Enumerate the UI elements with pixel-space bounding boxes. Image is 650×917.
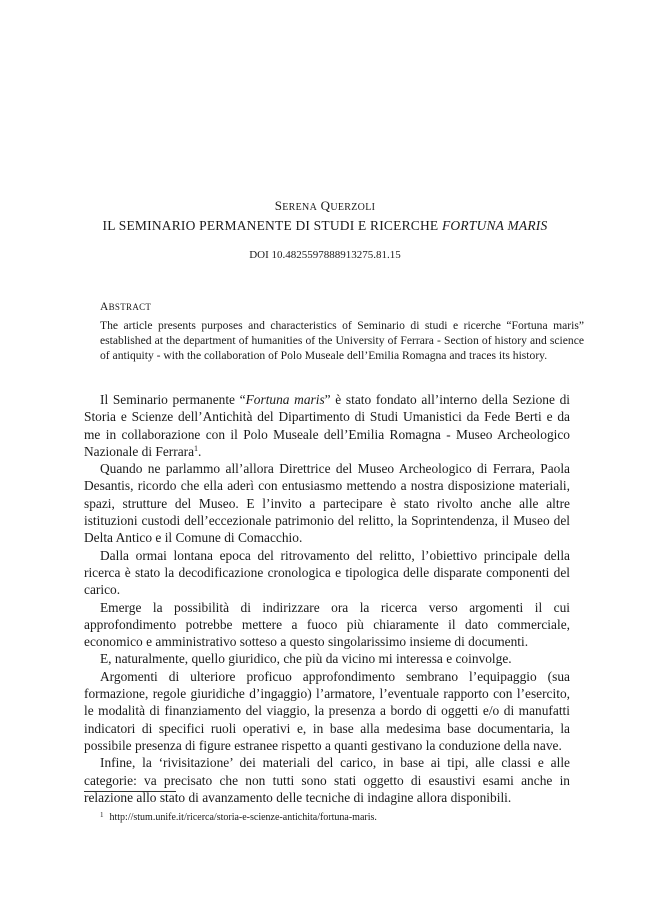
paragraph: Dalla ormai lontana epoca del ritrovamento del relitto, l’obiettivo principale della ricerca è stato la decodificazione cronologica e tipologica delle disparate componenti del carico. (84, 547, 570, 598)
title-text: IL SEMINARIO PERMANENTE DI STUDI E RICERCHE (102, 218, 442, 233)
paragraph: Argomenti di ulteriore proficuo approfondimento sembrano l’equipaggio (sua formazione, regole giuridiche d’ingaggio) l’armatore, l’eventuale rapporto con l’esercito, le modalità di finanziamento del viaggio, la presenza a bordo di oggetti e/o di manufatti indicatori di specifici ruoli operativi e, in base alla medesima base documentaria, la possibile presenza di figure estranee rispetto a quanti gestivano la conduzione della nave. (84, 668, 570, 753)
article-title (0, 218, 650, 234)
paragraph: Emerge la possibilità di indirizzare ora la ricerca verso argomenti il cui approfondimento potrebbe mettere a fuoco più chiaramente il dato commerciale, economico e amministrativo sotteso a questo singolarissimo insieme di documenti. (84, 599, 570, 650)
paragraph: E, naturalmente, quello giuridico, che più da vicino mi interessa e coinvolge. (100, 651, 512, 667)
paragraph: Infine, la ‘rivisitazione’ dei materiali del carico, in base ai tipi, alle classi e alle categorie: va precisato che non tutti sono stati oggetto di esaustivi esami anche in relazione allo stato di avanzamento delle tecniche di indagine allora disponibili. (84, 755, 570, 805)
abstract-heading: ABSTRACT (100, 301, 152, 313)
footnote-ref[interactable]: 1 (194, 443, 199, 453)
paragraph: Il Seminario permanente “Fortuna maris” è stato fondato all’interno della Sezione di Storia e Scienze dell’Antichità del Dipartimento di Studi Umanistici da Fede Berti e da me in collaborazione con il Polo Museale dell’Emilia Romagna - Museo Archeologico Nazionale di Ferrara$^1$. (84, 392, 570, 459)
footnote-link[interactable]: http://stum.unife.it/ricerca/storia-e-scienze-antichita/fortuna-maris. (109, 812, 377, 823)
footnote (100, 811, 377, 823)
body-text (84, 391, 570, 806)
paragraph: Quando ne parlammo all’allora Direttrice del Museo Archeologico di Ferrara, Paola Desantis, ricordo che ella aderì con entusiasmo mettendo a nostra disposizione materiali, spazi, strutture del Museo. E l’invito a partecipare è stato rivolto anche alle altre istituzioni custodi dell’eccezionale patrimonio del relitto, la Soprintendenza, il Museo del Delta Antico e il Comune di Comacchio. (84, 461, 570, 546)
author-name: SERENA QUERZOLI (274, 198, 376, 213)
footnote-number: 1 (100, 811, 104, 819)
abstract-text: The article presents purposes and characteristics of Seminario di studi e ricerche “Fortuna maris” established at the department of humanities of the University of Ferrara - Section of history and science of antiquity - with the collaboration of Polo Museale dell’Emilia Romagna and traces its history. (100, 319, 584, 363)
footnote-divider (84, 791, 176, 792)
title-italic: FORTUNA MARIS (441, 218, 548, 233)
doi: DOI 10.4825597888913275.81.15 (249, 249, 401, 261)
